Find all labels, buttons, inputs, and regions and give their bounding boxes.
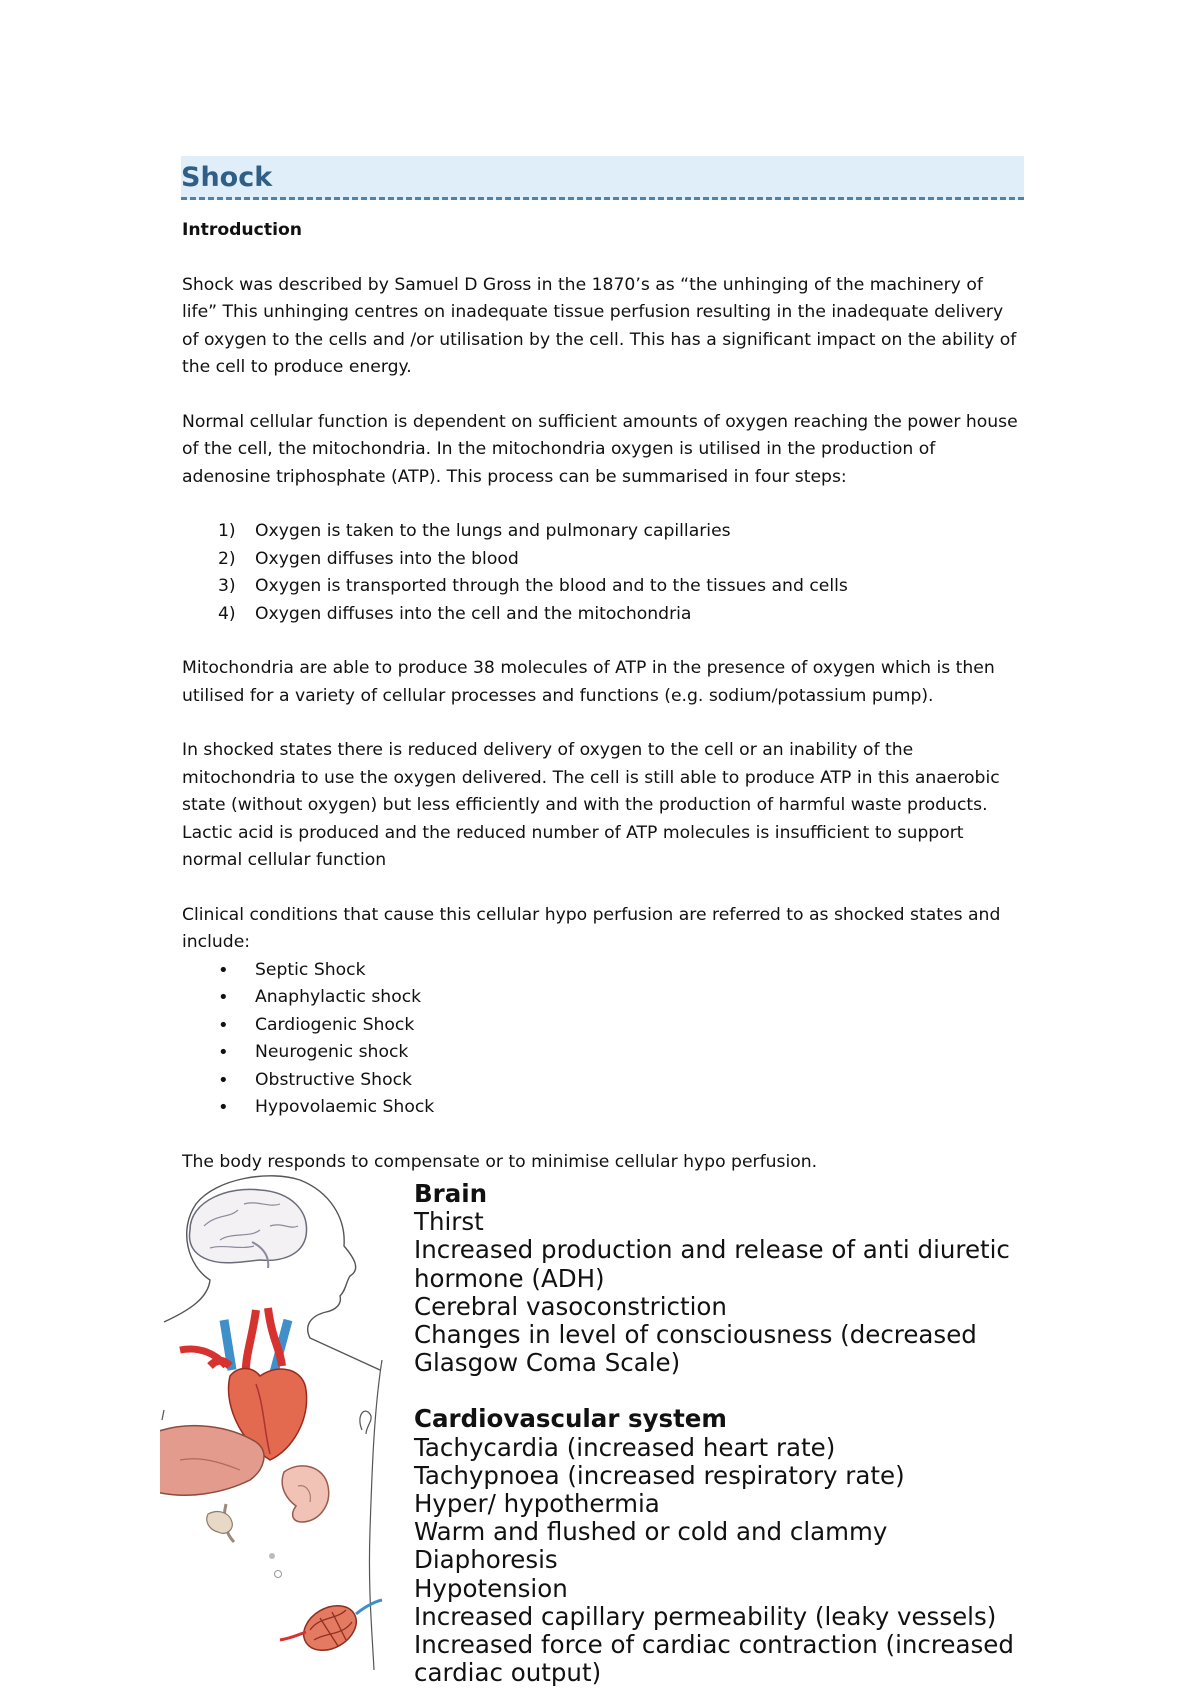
paragraph-body-response: The body responds to compensate or to minimise cellular hypo perfusion.	[182, 1151, 818, 1172]
list-item: Warm and flushed or cold and clammy	[414, 1517, 888, 1547]
step-text: Oxygen is taken to the lungs and pulmonary capillaries	[255, 521, 731, 541]
list-item: Hyper/ hypothermia	[414, 1489, 660, 1519]
list-item: Tachycardia (increased heart rate)	[414, 1432, 836, 1462]
step-number: 1)	[218, 521, 236, 541]
body-outline-left	[162, 1410, 164, 1420]
list-item: • Obstructive Shock	[182, 1067, 1022, 1095]
list-item: Hypotension	[414, 1573, 568, 1603]
anatomy-drawing	[160, 1170, 400, 1670]
paragraph-shocked-states: In shocked states there is reduced delivery of oxygen to the cell or an inability of the mitochondria to use the oxygen delivered. The cell is still able to produce ATP in this anaerobic state (without oxygen) but less efficiently and with the production of harmful waste products. Lactic acid is produced and the reduced number of ATP molecules is insufficient to support normal cellular function	[182, 740, 1000, 870]
capillary-bed-icon	[280, 1597, 382, 1660]
paragraph-history: Shock was described by Samuel D Gross in the 1870’s as “the unhinging of the machinery of life” This unhinging centres on inadequate tissue perfusion resulting in the inadequate delivery of oxygen to the cells and /or utilisation by the cell. This has a significant impact on the ability of the cell to produce energy.	[182, 274, 1017, 377]
list-item: • Anaphylactic shock	[182, 984, 1022, 1012]
step-number: 3)	[218, 576, 236, 596]
list-item: • Neurogenic shock	[182, 1039, 1022, 1067]
paragraph-clinical-conditions: Clinical conditions that cause this cellular hypo perfusion are referred to as shocked states and include:	[182, 904, 1001, 952]
brain-icon	[190, 1189, 307, 1262]
list-item	[182, 573, 1022, 601]
organ-responses	[414, 1180, 1034, 1687]
brain-heading: Brain	[414, 1179, 488, 1208]
step-text: Oxygen is transported through the blood and to the tissues and cells	[255, 576, 848, 596]
list-item	[182, 518, 1022, 546]
cardiovascular-heading: Cardiovascular system	[414, 1404, 727, 1434]
kidney-icon	[282, 1466, 329, 1522]
page-title: Shock	[181, 162, 273, 193]
list-item: • Hypovolaemic Shock	[182, 1094, 1022, 1122]
list-item: Thirst	[414, 1207, 484, 1237]
list-item: • Cardiogenic Shock	[182, 1012, 1022, 1040]
list-item: Tachypnoea (increased respiratory rate)	[414, 1460, 905, 1490]
step-number: 2)	[218, 548, 236, 569]
document-body	[182, 217, 1022, 1203]
title-bar	[181, 156, 1024, 200]
oxygen-steps-list	[182, 518, 1022, 628]
list-item: Increased capillary permeability (leaky vessels)	[414, 1601, 997, 1631]
list-item: Changes in level of consciousness (decreased Glasgow Coma Scale)	[414, 1320, 977, 1378]
list-item: Increased force of cardiac contraction (increased cardiac output)	[414, 1630, 1014, 1688]
step-text: Oxygen diffuses into the cell and the mitochondria	[255, 603, 692, 624]
step-text: Oxygen diffuses into the blood	[255, 548, 519, 569]
list-item: • Septic Shock	[182, 957, 1022, 985]
list-item	[182, 546, 1022, 574]
anatomy-illustration	[160, 1170, 400, 1670]
list-item: Increased production and release of anti diuretic hormone (ADH)	[414, 1235, 1010, 1293]
list-item	[182, 601, 1022, 629]
list-item: Diaphoresis	[414, 1545, 558, 1575]
paragraph-cellular-function: Normal cellular function is dependent on sufficient amounts of oxygen reaching the power house of the cell, the mitochondria. In the mitochondria oxygen is utilised in the production of adenosine triphosphate (ATP). This process can be summarised in four steps:	[182, 411, 1018, 487]
step-number: 4)	[218, 603, 236, 624]
spacer	[414, 1377, 1034, 1405]
shock-types-list	[182, 957, 1022, 1122]
list-item: Cerebral vasoconstriction	[414, 1291, 727, 1321]
intro-heading: Introduction	[182, 220, 303, 240]
paragraph-atp: Mitochondria are able to produce 38 molecules of ATP in the presence of oxygen which is then utilised for a variety of cellular processes and functions (e.g. sodium/potassium pump).	[182, 658, 995, 706]
